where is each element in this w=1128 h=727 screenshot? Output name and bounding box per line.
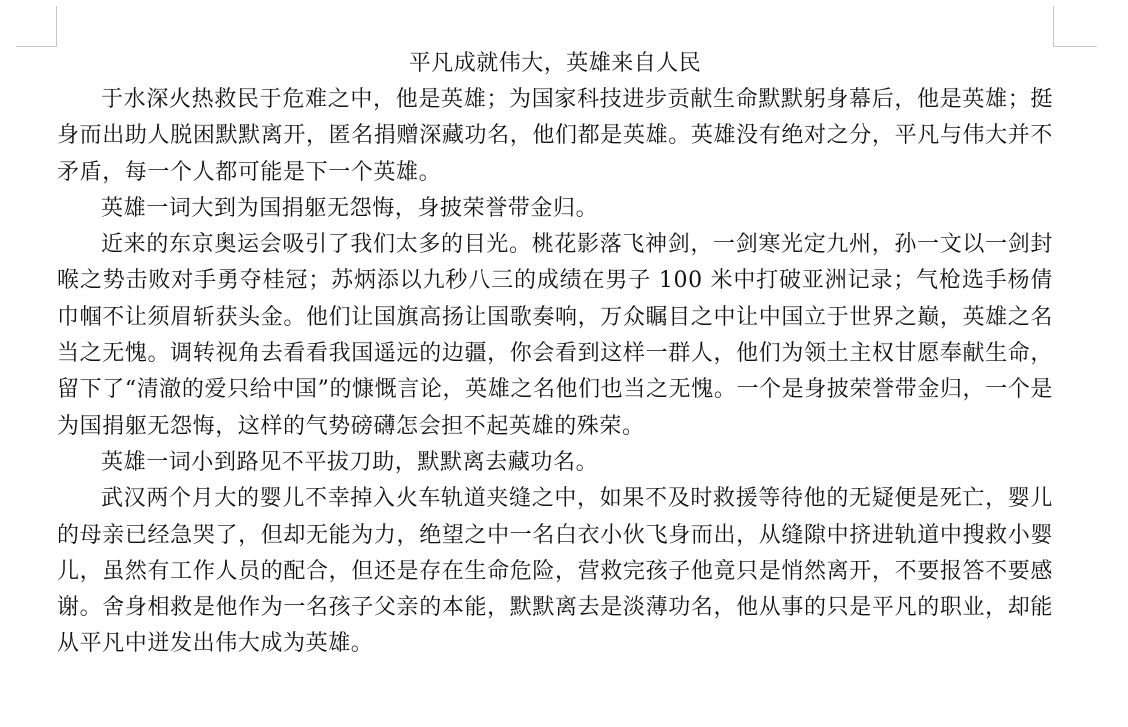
crop-mark-top-right-vertical bbox=[1053, 6, 1054, 46]
paragraph-5: 武汉两个月大的婴儿不幸掉入火车轨道夹缝之中，如果不及时救援等待他的无疑便是死亡，婴儿的母亲已经急哭了，但却无能为力，绝望之中一名白衣小伙飞身而出，从缝隙中挤进轨道中搜救小婴儿，虽然有工作人员的配合，但还是存在生命危险，营救完孩子他竟只是悄然离开，不要报答不要感谢。舍身相救是他作为一名孩子父亲的本能，默默离去是淡薄功名，他从事的只是平凡的职业，却能从平凡中迸发出伟大成为英雄。 bbox=[57, 486, 1053, 657]
paragraph-4: 英雄一词小到路见不平拔刀助，默默离去藏功名。 bbox=[101, 449, 599, 475]
document-body[interactable] bbox=[57, 46, 1053, 663]
crop-mark-top-left-vertical bbox=[56, 6, 57, 46]
crop-mark-top-right-horizontal bbox=[1053, 46, 1097, 47]
paragraph-2: 英雄一词大到为国捐躯无怨悔，身披荣誉带金归。 bbox=[101, 195, 599, 221]
paragraph-1: 于水深火热救民于危难之中，他是英雄；为国家科技进步贡献生命默默躬身幕后，他是英雄；挺身而出助人脱困默默离开，匿名捐赠深藏功名，他们都是英雄。英雄没有绝对之分，平凡与伟大并不矛盾，每一个人都可能是下一个英雄。 bbox=[57, 87, 1053, 185]
crop-mark-top-left-horizontal bbox=[16, 46, 57, 47]
document-title: 平凡成就伟大，英雄来自人民 bbox=[408, 51, 702, 76]
paragraph-3: 近来的东京奥运会吸引了我们太多的目光。桃花影落飞神剑，一剑寒光定九州，孙一文以一剑封喉之势击败对手勇夺桂冠；苏炳添以九秒八三的成绩在男子 100 米中打破亚洲记录；气枪选手杨倩巾帼不让须眉斩获头金。他们让国旗高扬让国歌奏响，万众瞩目之中让中国立于世界之巅，英雄之名当之无愧。调转视角去看看我国遥远的边疆，你会看到这样一群人，他们为领土主权甘愿奉献生命，留下了“清澈的爱只给中国”的慷慨言论，英雄之名他们也当之无愧。一个是身披荣誉带金归，一个是为国捐躯无怨悔，这样的气势磅礴怎会担不起英雄的殊荣。 bbox=[57, 232, 1053, 439]
